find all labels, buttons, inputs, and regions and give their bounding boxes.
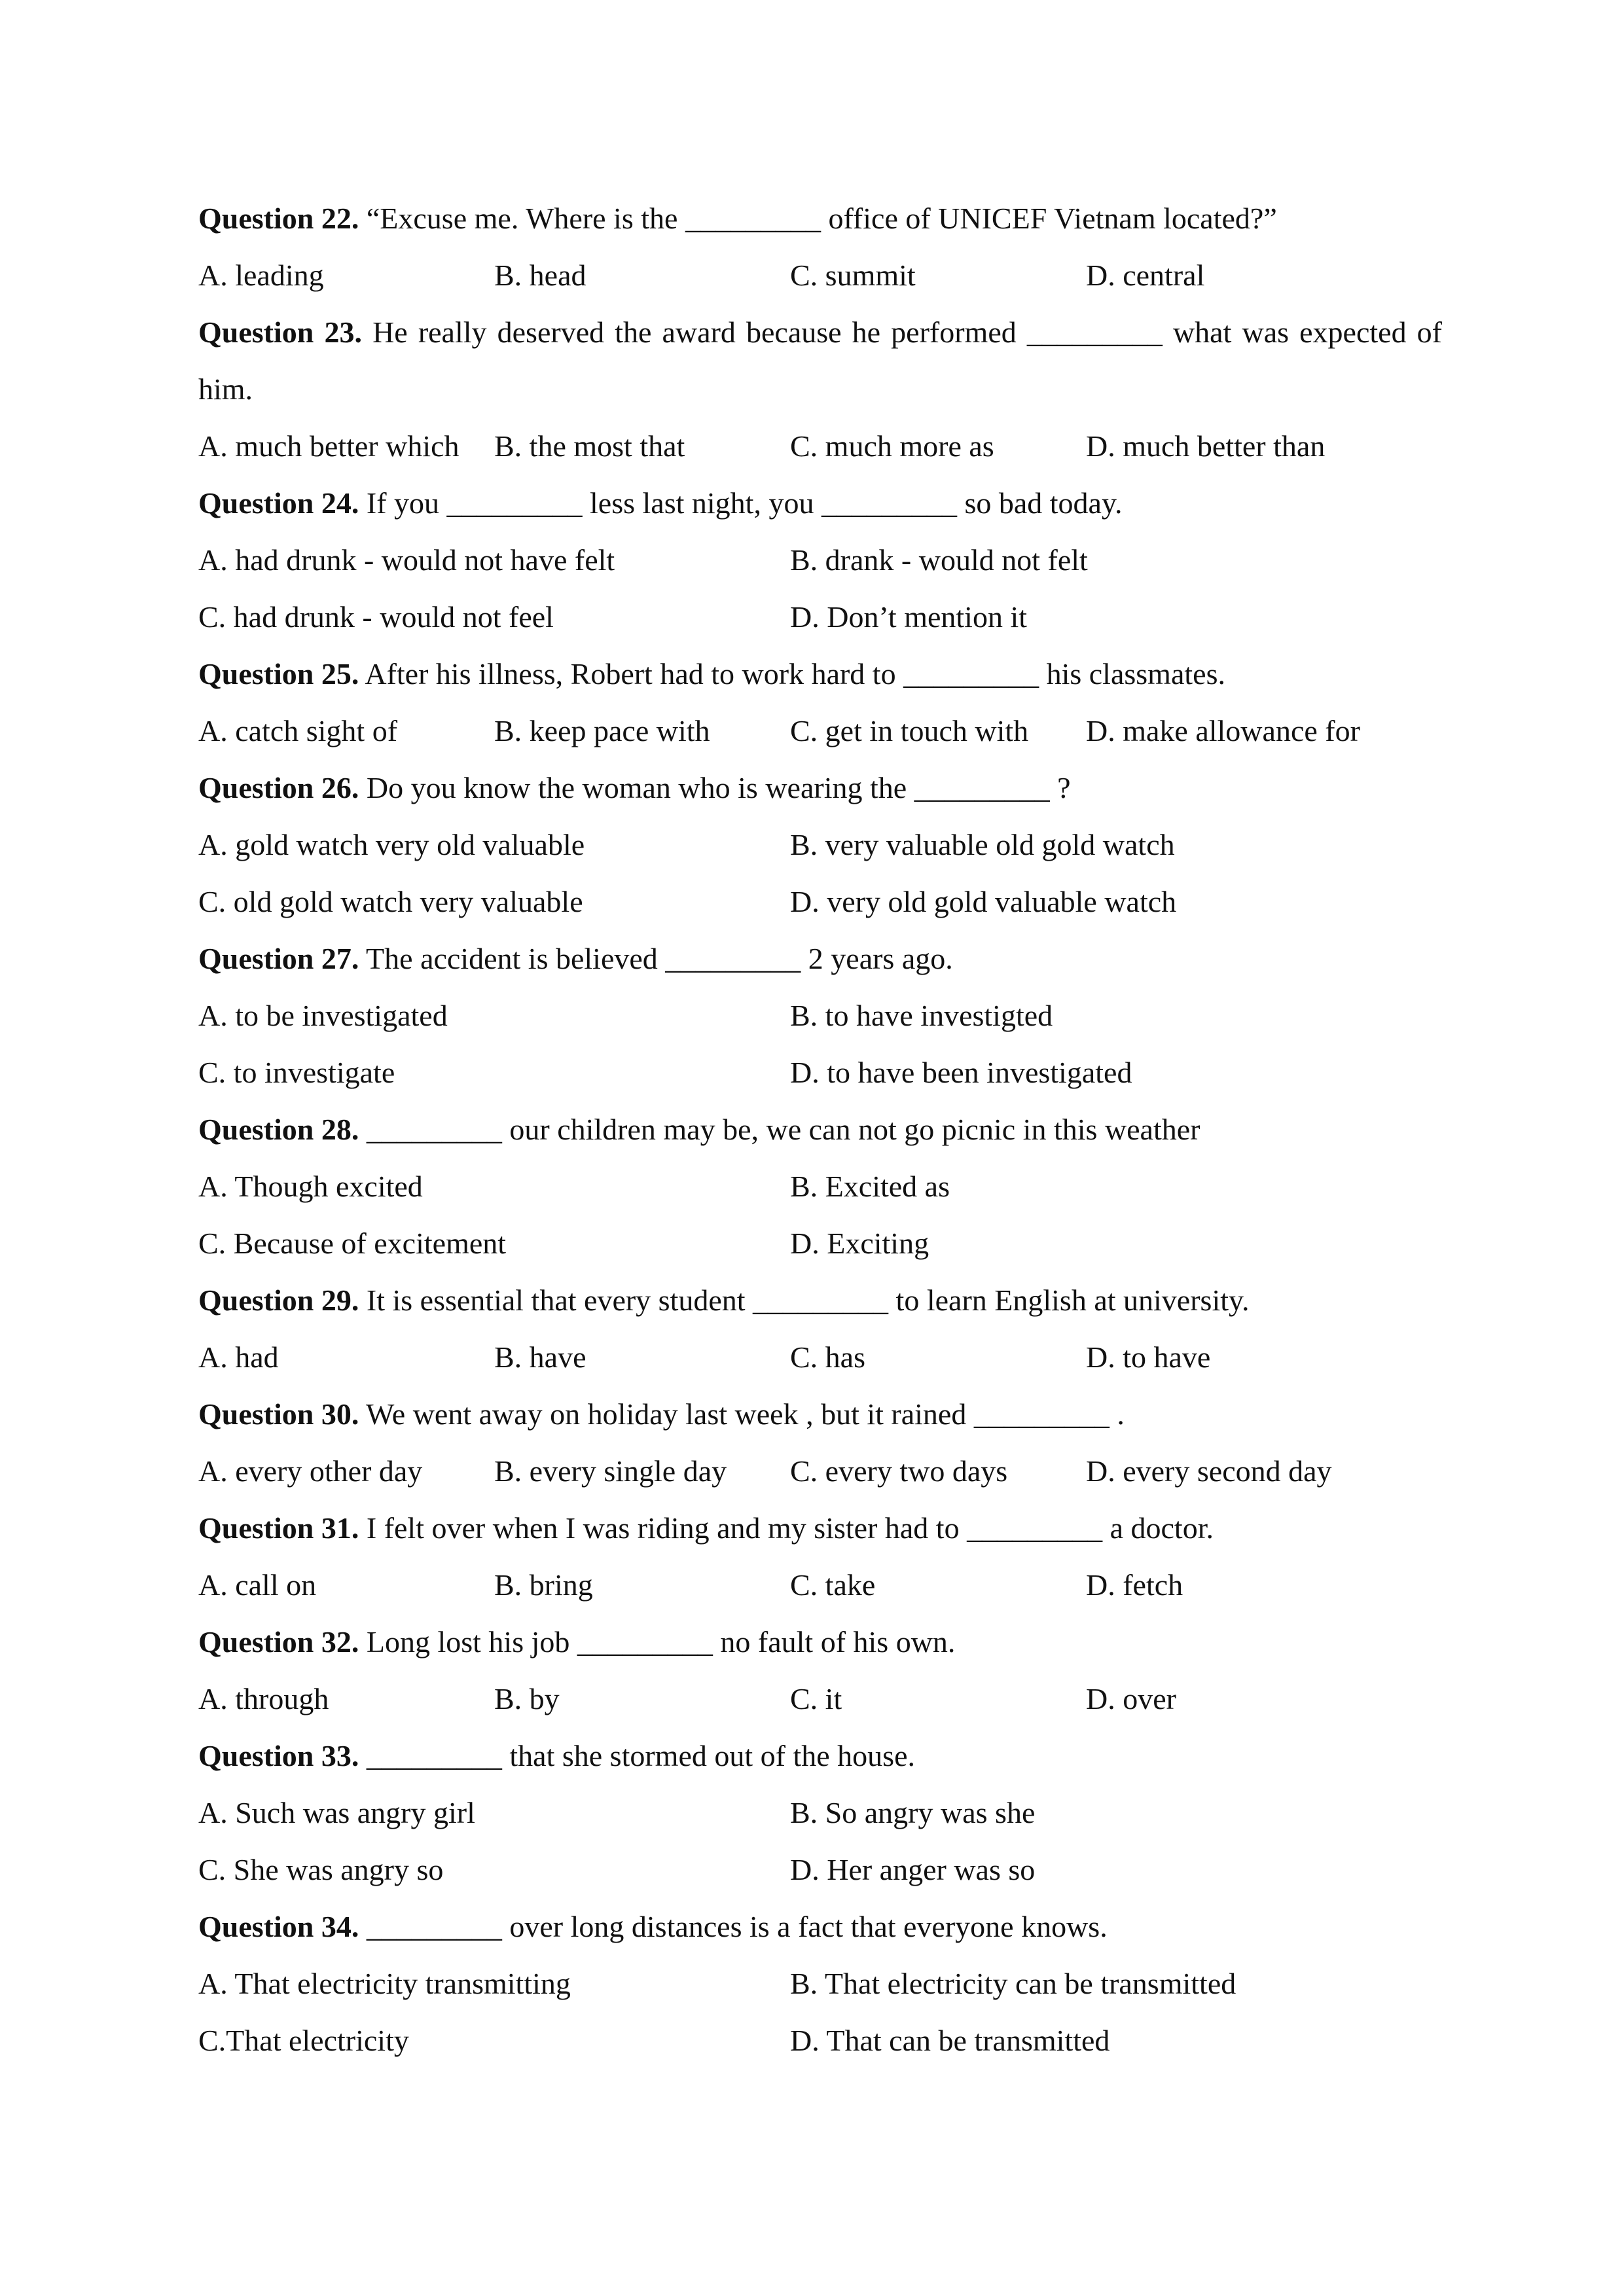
options-row [198, 531, 1442, 588]
options-row [198, 987, 1442, 1044]
question-24 [198, 475, 1442, 531]
question-label: Question 27. [198, 942, 359, 975]
option-b: B. by [494, 1682, 560, 1715]
option-a: A. much better which [198, 429, 460, 463]
question-text: _________ over long distances is a fact that everyone knows. [366, 1910, 1108, 1943]
question-label: Question 28. [198, 1113, 359, 1146]
option-c: C. it [790, 1682, 842, 1715]
question-text: _________ that she stormed out of the house. [366, 1739, 915, 1772]
options-row [198, 1670, 1442, 1727]
option-b: B. drank - would not felt [790, 543, 1088, 577]
option-c: C. has [790, 1340, 865, 1374]
option-a: A. leading [198, 259, 324, 292]
option-d: D. Don’t mention it [790, 600, 1028, 634]
question-label: Question 30. [198, 1397, 359, 1431]
option-d: D. Her anger was so [790, 1853, 1036, 1886]
question-34 [198, 1898, 1442, 1955]
options-row [198, 816, 1442, 873]
question-31 [198, 1499, 1442, 1556]
question-22 [198, 190, 1442, 247]
question-text: If you _________ less last night, you _________ so bad today. [366, 486, 1123, 520]
option-a: A. That electricity transmitting [198, 1967, 571, 2000]
option-a: A. had drunk - would not have felt [198, 543, 615, 577]
question-label: Question 31. [198, 1511, 359, 1545]
question-label: Question 26. [198, 771, 359, 804]
question-text: We went away on holiday last week , but it rained _________ . [366, 1397, 1125, 1431]
option-a: A. call on [198, 1568, 317, 1602]
options-row [198, 702, 1442, 759]
question-33 [198, 1727, 1442, 1784]
question-label: Question 34. [198, 1910, 359, 1943]
question-26 [198, 759, 1442, 816]
option-c: C. take [790, 1568, 876, 1602]
options-row [198, 1443, 1442, 1499]
option-d: D. to have [1086, 1340, 1211, 1374]
options-row [198, 1329, 1442, 1386]
question-label: Question 23. [198, 315, 362, 349]
option-c: C. every two days [790, 1454, 1008, 1488]
option-d: D. make allowance for [1086, 714, 1360, 747]
option-d: D. much better than [1086, 429, 1326, 463]
question-text: After his illness, Robert had to work hard to _________ his classmates. [365, 657, 1225, 691]
options-row [198, 1784, 1442, 1841]
question-label: Question 32. [198, 1625, 359, 1659]
option-d: D. over [1086, 1682, 1176, 1715]
question-text: I felt over when I was riding and my sister had to _________ a doctor. [366, 1511, 1214, 1545]
option-b: B. very valuable old gold watch [790, 828, 1175, 861]
question-label: Question 29. [198, 1283, 359, 1317]
option-b: B. the most that [494, 429, 685, 463]
question-29 [198, 1272, 1442, 1329]
question-28 [198, 1101, 1442, 1158]
question-text: He really deserved the award because he performed _________ what was expected of him. [198, 315, 1442, 406]
question-label: Question 22. [198, 202, 359, 235]
option-a: A. catch sight of [198, 714, 398, 747]
question-text: It is essential that every student _________ to learn English at university. [366, 1283, 1250, 1317]
options-row [198, 1158, 1442, 1215]
question-text: Long lost his job _________ no fault of his own. [366, 1625, 956, 1659]
option-d: D. very old gold valuable watch [790, 885, 1177, 918]
options-row [198, 1215, 1442, 1272]
options-row [198, 1044, 1442, 1101]
option-a: A. Such was angry girl [198, 1796, 475, 1829]
option-d: D. central [1086, 259, 1205, 292]
option-a: A. gold watch very old valuable [198, 828, 585, 861]
option-b: B. That electricity can be transmitted [790, 1967, 1236, 2000]
option-d: D. Exciting [790, 1227, 929, 1260]
option-b: B. have [494, 1340, 586, 1374]
option-b: B. to have investigted [790, 999, 1053, 1032]
option-b: B. every single day [494, 1454, 727, 1488]
options-row [198, 1556, 1442, 1613]
option-d: D. every second day [1086, 1454, 1332, 1488]
option-a: A. Though excited [198, 1170, 423, 1203]
option-c: C. to investigate [198, 1056, 395, 1089]
question-30 [198, 1386, 1442, 1443]
option-a: A. to be investigated [198, 999, 448, 1032]
option-a: A. through [198, 1682, 329, 1715]
question-text: “Excuse me. Where is the _________ office of UNICEF Vietnam located?” [366, 202, 1277, 235]
options-row [198, 1841, 1442, 1898]
question-text: _________ our children may be, we can not go picnic in this weather [366, 1113, 1200, 1146]
option-a: A. had [198, 1340, 279, 1374]
option-b: B. bring [494, 1568, 593, 1602]
question-text: Do you know the woman who is wearing the _________ ? [366, 771, 1071, 804]
option-c: C.That electricity [198, 2024, 409, 2057]
option-c: C. old gold watch very valuable [198, 885, 583, 918]
options-row [198, 588, 1442, 645]
question-text: The accident is believed _________ 2 years ago. [366, 942, 953, 975]
question-23 [198, 304, 1442, 418]
option-c: C. summit [790, 259, 916, 292]
option-d: D. to have been investigated [790, 1056, 1132, 1089]
option-c: C. much more as [790, 429, 994, 463]
question-label: Question 24. [198, 486, 359, 520]
question-label: Question 33. [198, 1739, 359, 1772]
question-27 [198, 930, 1442, 987]
option-c: C. get in touch with [790, 714, 1029, 747]
options-row [198, 1955, 1442, 2012]
option-b: B. Excited as [790, 1170, 950, 1203]
question-list [198, 190, 1442, 2069]
question-label: Question 25. [198, 657, 359, 691]
option-c: C. Because of excitement [198, 1227, 507, 1260]
option-d: D. That can be transmitted [790, 2024, 1110, 2057]
option-a: A. every other day [198, 1454, 423, 1488]
option-b: B. keep pace with [494, 714, 710, 747]
option-c: C. She was angry so [198, 1853, 444, 1886]
question-25 [198, 645, 1442, 702]
options-row [198, 873, 1442, 930]
options-row [198, 418, 1442, 475]
option-b: B. head [494, 259, 586, 292]
option-c: C. had drunk - would not feel [198, 600, 554, 634]
option-b: B. So angry was she [790, 1796, 1036, 1829]
options-row [198, 2012, 1442, 2069]
options-row [198, 247, 1442, 304]
option-d: D. fetch [1086, 1568, 1183, 1602]
question-32 [198, 1613, 1442, 1670]
